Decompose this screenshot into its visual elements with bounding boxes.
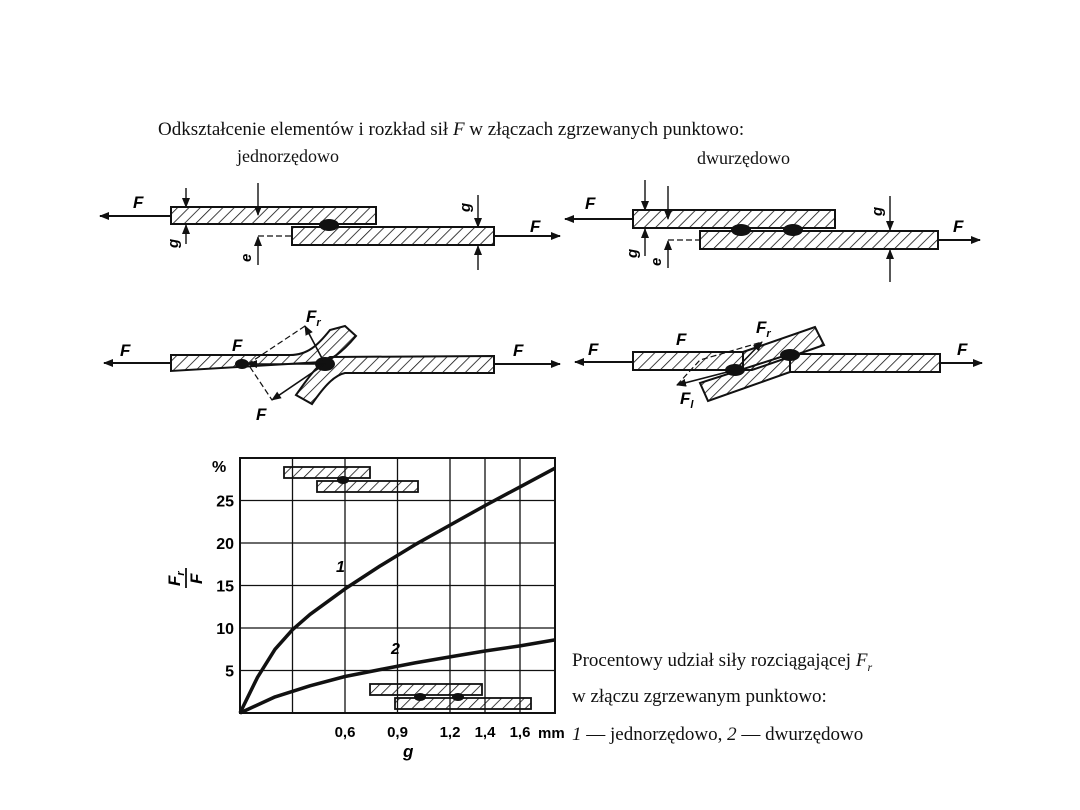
force-label: F — [588, 340, 599, 359]
x-tick-label: 0,9 — [387, 724, 408, 741]
single-row-deformed — [104, 326, 560, 404]
caption-line-2: w złączu zgrzewanym punktowo: — [572, 686, 827, 707]
series-label-1: 1 — [336, 559, 345, 576]
series-label-2: 2 — [391, 641, 400, 658]
x-tick-label: 1,6 — [509, 724, 531, 741]
force-label: F — [530, 217, 541, 236]
force-ratio-chart — [165, 458, 565, 761]
upper-plate — [633, 210, 835, 228]
force-label: F — [256, 405, 267, 424]
thickness-label: g — [457, 202, 474, 212]
force-label: F — [133, 193, 144, 212]
y-tick-label: 10 — [216, 621, 234, 638]
x-tick-label: 1,4 — [474, 724, 496, 741]
force-label: F — [585, 194, 596, 213]
eccentricity-label: e — [648, 257, 665, 266]
y-tick-label: 20 — [216, 536, 234, 553]
double-row-label: dwurzędowo — [697, 148, 790, 168]
diagram-title: Odkształcenie elementów i rozkład sił F w złączach zgrzewanych punktowo: — [158, 119, 745, 140]
double-row-undeformed — [565, 180, 980, 282]
x-tick-label: 0,6 — [334, 724, 356, 741]
force-label: F — [120, 341, 131, 360]
y-tick-label: 25 — [216, 493, 234, 511]
thickness-label: g — [165, 238, 182, 248]
radial-force-label: $F_r$ — [756, 318, 771, 340]
x-unit-label: mm — [538, 725, 565, 742]
lower-plate — [292, 227, 494, 245]
thickness-label: g — [869, 206, 886, 216]
svg-text:Fr: $F_r$ — [165, 571, 187, 586]
y-tick-label: 15 — [216, 578, 234, 596]
x-tick-label: 1,2 — [439, 724, 461, 741]
force-label: F — [957, 340, 968, 359]
single-row-undeformed — [100, 183, 560, 270]
force-label: F — [953, 217, 964, 236]
upper-plate — [171, 207, 376, 224]
caption-line-1: Procentowy udział siły rozciągającej $F_r$ — [572, 650, 873, 674]
lower-plate-straight — [790, 354, 940, 372]
weld-spot — [235, 359, 249, 369]
x-axis-label: g — [403, 742, 414, 761]
weld-spot — [319, 219, 339, 231]
caption-line-3: 1 — jednorzędowo, 2 — dwurzędowo — [572, 724, 864, 745]
y-axis-label — [165, 568, 206, 588]
y-tick-label: 5 — [225, 663, 234, 681]
force-label: F — [676, 330, 687, 349]
radial-force-label: $F_r$ — [306, 307, 321, 329]
lateral-force-label: $F_l$ — [680, 389, 694, 411]
weld-spot — [780, 349, 800, 361]
weld-spot — [783, 224, 803, 236]
svg-text:F: F — [187, 573, 206, 584]
eccentricity-label: e — [238, 253, 255, 262]
thickness-label: g — [624, 248, 641, 258]
double-row-deformed — [575, 327, 982, 401]
y-unit-label: % — [212, 459, 227, 476]
force-label: F — [232, 336, 243, 355]
force-label: F — [513, 341, 524, 360]
single-row-label: jednorzędowo — [237, 146, 339, 166]
weld-spot — [731, 224, 751, 236]
